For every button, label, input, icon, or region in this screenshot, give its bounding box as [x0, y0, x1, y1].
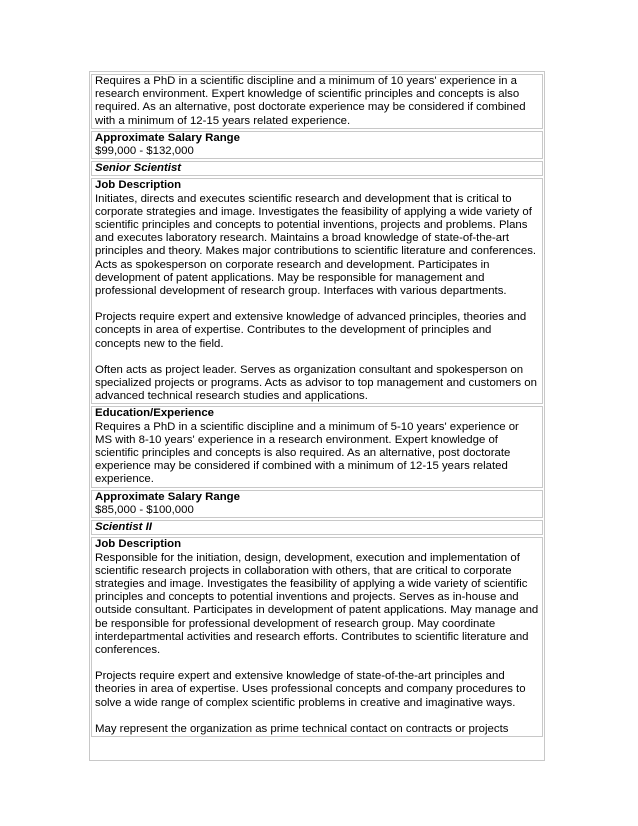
- salary-range-value: $85,000 - $100,000: [95, 503, 194, 516]
- requirements-text: Requires a PhD in a scientific discipline and a minimum of 10 years' experience in a research environment. Expert knowledge of scientific principles and concepts is also required. As an alternative, post doctorate experience may be considered if combined with a minimum of 12-15 years related experience.: [95, 75, 526, 127]
- job-title-scientist-ii: Scientist II: [95, 521, 152, 534]
- education-experience-cell: [91, 406, 543, 487]
- requirements-cell: [91, 74, 543, 129]
- salary-range-heading: Approximate Salary Range: [95, 131, 240, 144]
- job-description-paragraph: Responsible for the initiation, design, development, execution and implementation of scientific research projects in collaboration with others, that are critical to corporate strategies and image. Investigates the feasibility of applying a wide variety of scientific principles and concepts to potential inventions and projects. Serves as in-house and outside consultant. Participates in development of patent applications. May manage and be responsible for professional development of research group. May coordinate interdepartmental activities and research efforts. Contributes to scientific literature and conferences.: [95, 551, 539, 656]
- salary-range-cell: [91, 490, 543, 518]
- job-description-cell: [91, 537, 543, 737]
- job-description-paragraph: Projects require expert and extensive knowledge of state-of-the-art principles and theories in area of expertise. Uses professional concepts and company procedures to solve a wide range of complex scientific problems in creative and imaginative ways.: [95, 670, 526, 709]
- job-description-paragraph: Often acts as project leader. Serves as organization consultant and spokesperson on specialized projects or programs. Acts as advisor to top management and customers on advanced technical research studies and applications.: [95, 363, 537, 403]
- job-title-senior-scientist: Senior Scientist: [95, 162, 182, 175]
- job-title-cell: [91, 161, 543, 176]
- job-description-heading: Job Description: [95, 538, 182, 551]
- job-description-table: [89, 71, 545, 761]
- job-title-cell: [91, 520, 543, 535]
- education-experience-text: Requires a PhD in a scientific discipline and a minimum of 5-10 years' experience or MS with 8-10 years' experience in a research environment. Expert knowledge of scientific principles and concepts is also required. As an alternative, post doctorate experience may be considered if combined with a minimum of 12-15 years related experience.: [95, 420, 519, 486]
- job-description-paragraph: Initiates, directs and executes scientific research and development that is critical to corporate strategies and image. Investigates the feasibility of applying a wide variety of scientific principles and concepts to potential inventions, projects and problems. Plans and executes laboratory research. Maintains a broad knowledge of state-of-the-art principles and theory. Makes major contributions to scientific literature and conferences. Acts as spokesperson on corporate research and development. Participates in development of patent applications. May be responsible for management and professional development of research group. Interfaces with various departments.: [95, 192, 537, 298]
- job-description-paragraph: Projects require expert and extensive knowledge of advanced principles, theories and concepts in area of expertise. Contributes to the development of principles and concepts new to the field.: [95, 311, 527, 350]
- job-description-paragraph: May represent the organization as prime technical contact on contracts or projects: [95, 722, 509, 735]
- salary-range-value: $99,000 - $132,000: [95, 145, 194, 158]
- job-description-heading: Job Description: [95, 179, 182, 192]
- salary-range-heading: Approximate Salary Range: [95, 490, 240, 503]
- education-experience-heading: Education/Experience: [95, 407, 215, 420]
- job-description-cell: [91, 178, 543, 404]
- salary-range-cell: [91, 131, 543, 159]
